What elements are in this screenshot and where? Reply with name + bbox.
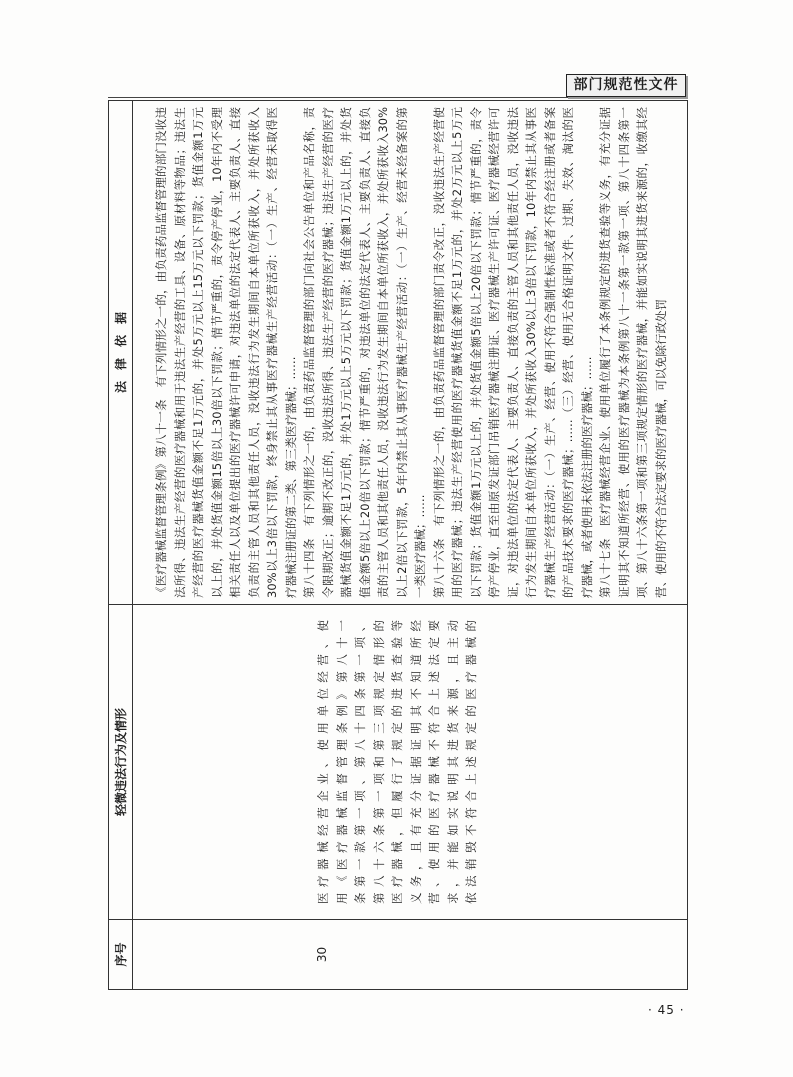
legal-basis-line: 负责的主管人员和其他责任人员，没收违法行为发生期间自本单位所获收入，并处所获收入 <box>246 107 261 598</box>
violation-line: 医疗器械经营企业、使用单位经营、使 <box>316 620 330 904</box>
legal-basis-line: 器械货值金额不足1万元的，并处1万元以上5万元以下罚款；货值金额1万元以上的，并处货 <box>339 107 353 598</box>
legal-basis-line: 停产停业，直至由原发证部门吊销医疗器械注册证、医疗器械生产许可证、医疗器械经营许可 <box>487 107 501 598</box>
violation-cell <box>133 604 687 919</box>
legal-table <box>108 100 688 990</box>
legal-basis-line: 《医疗器械监督管理条例》第八十一条 有下列情形之一的，由负责药品监督管理的部门没收违 <box>154 107 168 598</box>
legal-basis-line: 30%以上3倍以下罚款，终身禁止其从事医疗器械生产经营活动：（一）生产、经营未取得医 <box>265 107 279 598</box>
legal-basis-line: 疗器械，或者使用未依法注册的医疗器械；…… <box>579 356 594 598</box>
legal-basis-line: 第八十六条 有下列情形之一的，由负责药品监督管理的部门责令改正，没收违法生产经营使 <box>431 107 446 598</box>
violation-line: 条第一款第一项、第八十四条第一项、 <box>353 620 367 904</box>
legal-basis-line: 项、第八十六条第一项和第三项规定情形的医疗器械，并能如实说明其进货来源的，收缴其经 <box>635 107 649 598</box>
legal-basis-line: 证，对违法单位的法定代表人、主要负责人、直接负责的主管人员和其他责任人员，没收违法 <box>505 107 520 598</box>
legal-basis-line: 证明其不知道所经营、使用的医疗器械为本条例第八十一条第一款第一项、第八十四条第一 <box>616 107 631 598</box>
legal-basis-line: 相关责任人以及单位提出的医疗器械许可申请，对违法单位的法定代表人、主要负责人、直接 <box>228 107 242 598</box>
legal-basis-line: 疗器械注册证的第二类、第三类医疗器械；…… <box>283 356 298 598</box>
legal-basis-cell <box>133 101 687 604</box>
legal-basis-line: 第八十七条 医疗器械经营企业、使用单位履行了本条例规定的进货查验等义务，有充分证据 <box>598 107 612 598</box>
violation-line: 医疗器械，但履行了规定的进货查验等 <box>390 620 404 904</box>
violation-line: 用《医疗器械监督管理条例》第八十一 <box>334 620 349 904</box>
violation-line: 求，并能如实说明其进货来源，且主动 <box>445 620 460 904</box>
violation-line: 依法销毁不符合上述规定的医疗器械的 <box>464 620 478 904</box>
legal-basis-article <box>430 107 597 598</box>
violation-line: 义务，且有充分证据证明其不知道所经 <box>408 620 423 904</box>
legal-basis-line: 的产品技术要求的医疗器械；……（三）经营、使用无合格证明文件、过期、失效、淘汰的医 <box>561 107 575 598</box>
legal-basis-line: 责的主管人员和其他责任人员，没收违法行为发生期间自本单位所获收入，并处所获收入30% <box>376 107 390 598</box>
legal-basis-line: 第八十四条 有下列情形之一的，由负责药品监督管理的部门向社会公告单位和产品名称，责 <box>302 107 316 598</box>
legal-basis-article <box>300 107 430 598</box>
section-label: 部门规范性文件 <box>566 74 686 97</box>
legal-basis-line: 产经营的医疗器械货值金额不足1万元的，并处5万元以上15万元以下罚款；货值金额1万元 <box>191 107 205 598</box>
legal-basis-line: 以上2倍以下罚款，5年内禁止其从事医疗器械生产经营活动：（一）生产、经营未经备案的第 <box>394 107 409 598</box>
legal-basis-article <box>152 107 300 598</box>
header-legal-basis: 法律依据 <box>109 101 133 604</box>
page-number: · 45 · <box>648 1003 685 1017</box>
legal-basis-line: 法所得、违法生产经营的医疗器械和用于违法生产经营的工具、设备、原材料等物品；违法生 <box>172 107 187 598</box>
legal-basis-line: 令限期改正；逾期不改正的，没收违法所得、违法生产经营的医疗器械；违法生产经营的医疗 <box>320 107 335 598</box>
header-violation: 轻微违法行为及情形 <box>109 604 133 919</box>
legal-basis-line: 以上的，并处货值金额15倍以上30倍以下罚款；情节严重的，责令停产停业，10年内不受理 <box>209 107 224 598</box>
legal-basis-line: 以下罚款；货值金额1万元以上的，并处货值金额5倍以上20倍以下罚款；情节严重的，责令 <box>468 107 483 598</box>
legal-basis-line: 疗器械生产经营活动：（一）生产、经营、使用不符合强制性标准或者不符合经注册或者备案 <box>542 107 557 598</box>
violation-line: 第八十六条第一项和第三项规定情形的 <box>371 620 386 904</box>
legal-basis-line: 用的医疗器械；违法生产经营使用的医疗器械货值金额不足1万元的，并处2万元以上5万元 <box>450 107 464 598</box>
legal-basis-line: 一类医疗器械；…… <box>413 494 427 598</box>
header-number: 序号 <box>109 919 133 989</box>
row-number: 30 <box>133 919 687 989</box>
legal-basis-line: 行为发生期间自本单位所获收入，并处所获收入30%以上3倍以下罚款，10年内禁止其从事医 <box>524 107 538 598</box>
legal-basis-article <box>596 107 670 598</box>
legal-basis-line: 营、使用的不符合法定要求的医疗器械，可以免除行政处罚 <box>653 299 668 598</box>
table-grid <box>109 101 687 989</box>
legal-basis-line: 值金额5倍以上20倍以下罚款；情节严重的，对违法单位的法定代表人、主要负责人、直接负 <box>357 107 372 598</box>
violation-line: 营、使用的医疗器械不符合上述法定要 <box>427 620 441 904</box>
header-rule <box>108 97 688 98</box>
